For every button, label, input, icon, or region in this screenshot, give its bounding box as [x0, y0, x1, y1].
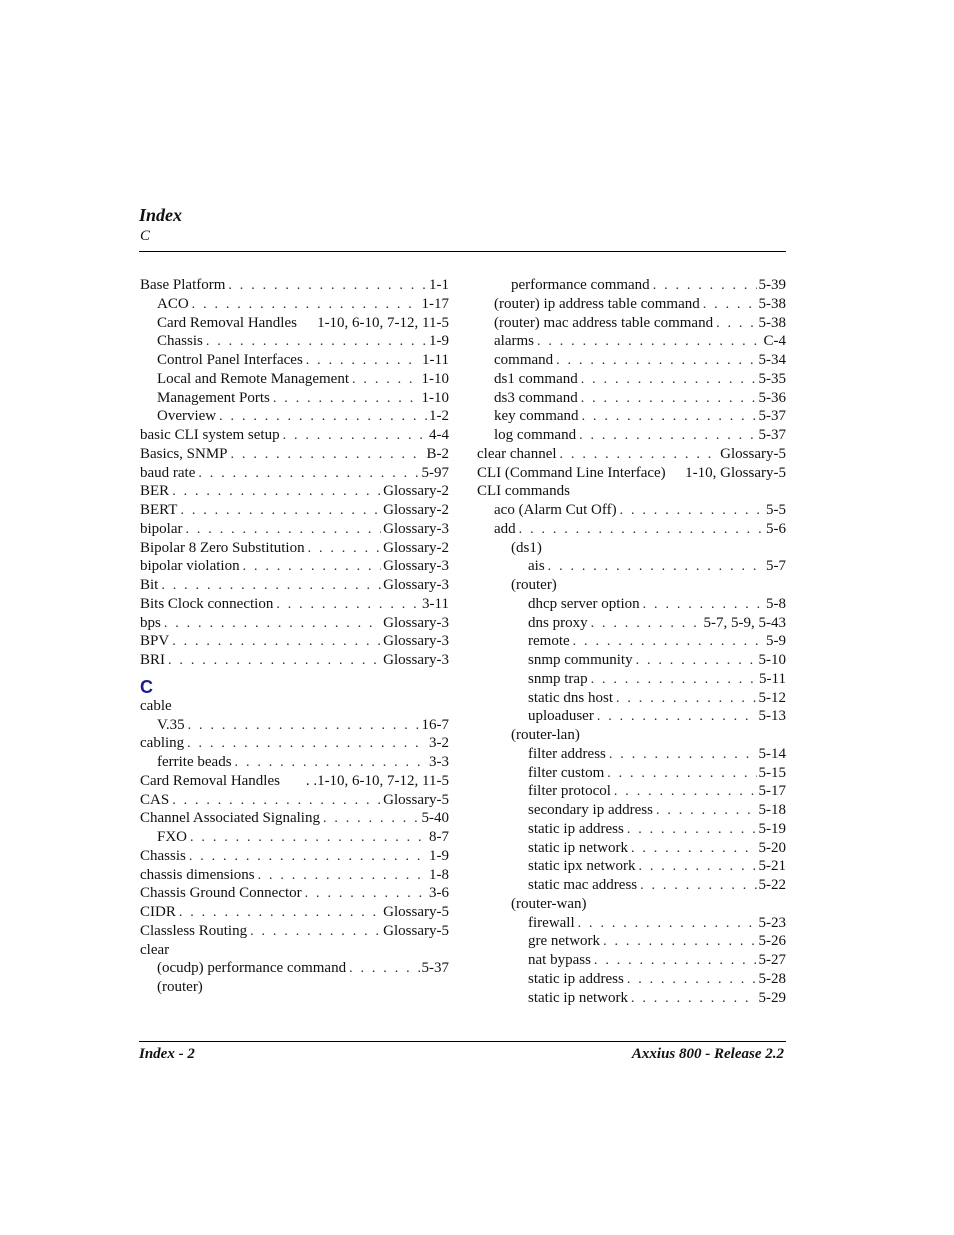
leader-dots: [537, 333, 762, 352]
index-entry: [140, 595, 449, 614]
index-page-refs: Glossary-5: [720, 445, 786, 462]
index-term: Bits Clock connection: [140, 595, 274, 612]
index-term: dns proxy: [528, 614, 588, 631]
index-page-refs: 5-14: [758, 745, 786, 762]
index-term: static mac address: [528, 877, 638, 893]
index-term: firewall: [528, 914, 575, 931]
index-entry: [477, 951, 786, 970]
index-entry: [140, 389, 449, 408]
index-term: FXO: [157, 829, 188, 845]
index-entry: [140, 753, 449, 772]
index-page-refs: 5-21: [758, 858, 786, 875]
index-page-refs: 5-23: [758, 914, 786, 931]
index-page-refs: 5-10: [758, 652, 786, 668]
leader-dots: [186, 521, 382, 540]
footer-page-number: Index - 2: [139, 1046, 195, 1062]
index-term: Classless Routing: [140, 922, 248, 939]
index-term: baud rate: [140, 464, 196, 481]
index-entry: [140, 866, 449, 885]
index-entry: [477, 914, 786, 933]
index-page-refs: 5-37: [758, 427, 786, 443]
leader-dots: [219, 408, 427, 427]
index-entry: [477, 539, 786, 558]
leader-dots: [283, 427, 427, 446]
index-entry: [477, 482, 786, 501]
index-entry: [477, 820, 786, 839]
leader-dots: [631, 840, 757, 859]
index-page-refs: 5-12: [758, 689, 786, 706]
leader-dots: [616, 690, 757, 709]
index-page-refs: 5-39: [758, 277, 786, 293]
index-entry: [477, 332, 786, 351]
index-entry: [477, 370, 786, 389]
index-page-refs: 3-2: [429, 735, 449, 752]
index-term: (router) ip address table command: [494, 295, 700, 312]
index-term: CLI (Command Line Interface): [477, 464, 666, 481]
index-page-refs: 3-3: [429, 754, 449, 770]
leader-dots: [656, 802, 757, 821]
index-entry: [140, 482, 449, 501]
leader-dots: [519, 521, 764, 540]
index-entry: [477, 726, 786, 745]
index-entry: [477, 595, 786, 614]
index-page-refs: 5-5: [766, 502, 786, 518]
index-entry: [140, 922, 449, 941]
index-entry: [140, 828, 449, 847]
index-term: (router): [157, 979, 203, 995]
index-term: basic CLI system setup: [140, 427, 280, 443]
index-term: filter address: [528, 745, 606, 762]
leader-dots: [578, 915, 757, 934]
index-page-refs: 5-17: [758, 783, 786, 800]
index-entry: [140, 314, 449, 333]
index-page-refs: 5-36: [758, 389, 786, 406]
index-term: static ip network: [528, 839, 628, 856]
index-page-refs: 4-4: [429, 427, 449, 443]
leader-dots: [228, 277, 427, 296]
index-entry: [477, 520, 786, 539]
leader-dots: [603, 933, 756, 952]
index-term: BRI: [140, 652, 166, 668]
index-page-refs: 1-1: [429, 277, 449, 293]
index-page-refs: . .1-10, 6-10, 7-12, 11-5: [305, 772, 449, 789]
leader-dots: [636, 652, 757, 671]
index-entry: [477, 314, 786, 333]
index-page-refs: Glossary-3: [383, 558, 449, 575]
leader-dots: [573, 633, 764, 652]
index-entry: [477, 970, 786, 989]
index-term: snmp trap: [528, 670, 588, 687]
index-page-refs: 5-97: [421, 464, 449, 481]
index-page-refs: 5-7, 5-9, 5-43: [703, 614, 786, 631]
index-page-refs: 5-22: [758, 877, 786, 893]
index-page-refs: 16-7: [421, 716, 449, 733]
index-term: clear: [140, 941, 170, 958]
index-page-refs: 1-10: [421, 370, 449, 387]
leader-dots: [243, 558, 382, 577]
index-term: CIDR: [140, 904, 176, 920]
leader-dots: [579, 427, 756, 446]
leader-dots: [190, 829, 427, 848]
leader-dots: [581, 371, 757, 390]
index-entry: [140, 884, 449, 903]
leader-dots: [640, 877, 756, 896]
index-term: (router-wan): [511, 895, 587, 912]
index-page-refs: 5-7: [766, 558, 786, 575]
index-term: performance command: [511, 277, 650, 293]
index-page-refs: 5-26: [758, 933, 786, 950]
index-entry: [477, 632, 786, 651]
index-entry: [140, 959, 449, 978]
index-term: filter custom: [528, 764, 605, 781]
index-entry: [477, 670, 786, 689]
index-term: Card Removal Handles: [140, 772, 280, 789]
index-entry: [477, 295, 786, 314]
index-entry: [140, 903, 449, 922]
index-entry: [140, 501, 449, 520]
index-entry: [477, 764, 786, 783]
leader-dots: [627, 971, 757, 990]
index-entry: [140, 557, 449, 576]
leader-dots: [349, 960, 419, 979]
index-term: static ip address: [528, 820, 624, 837]
leader-dots: [231, 446, 425, 465]
index-entry: [140, 978, 449, 997]
index-entry: [140, 539, 449, 558]
leader-dots: [172, 792, 381, 811]
index-entry: [477, 932, 786, 951]
leader-dots: [180, 502, 381, 521]
index-term: cabling: [140, 735, 185, 752]
index-entry: [477, 651, 786, 670]
index-entry: [477, 689, 786, 708]
leader-dots: [703, 296, 757, 315]
index-page-refs: 5-38: [758, 314, 786, 331]
index-term: CLI commands: [477, 483, 570, 500]
index-term: bipolar violation: [140, 558, 240, 575]
leader-dots: [556, 352, 756, 371]
leader-dots: [189, 848, 427, 867]
index-page-refs: 1-17: [421, 295, 449, 312]
index-term: key command: [494, 408, 579, 425]
index-term: log command: [494, 427, 577, 443]
leader-dots: [614, 783, 757, 802]
index-term: Card Removal Handles: [157, 314, 297, 331]
index-term: Local and Remote Management: [157, 370, 350, 387]
leader-dots: [235, 754, 427, 773]
index-term: chassis dimensions: [140, 866, 255, 883]
index-term: Management Ports: [157, 389, 270, 406]
leader-dots: [581, 390, 757, 409]
index-term: nat bypass: [528, 952, 591, 968]
index-entry: [140, 295, 449, 314]
index-term: BERT: [140, 502, 178, 518]
leader-dots: [627, 821, 757, 840]
index-page-refs: 5-11: [759, 670, 786, 687]
index-page-refs: 5-37: [758, 408, 786, 425]
index-page-refs: 1-10, Glossary-5: [685, 464, 786, 481]
index-page-refs: 5-35: [758, 370, 786, 387]
index-term: cable: [140, 697, 172, 714]
index-entry: [477, 801, 786, 820]
leader-dots: [206, 333, 427, 352]
index-page-refs: 5-18: [758, 802, 786, 818]
leader-dots: [591, 671, 757, 690]
index-entry: [140, 941, 449, 960]
index-page-refs: Glossary-2: [383, 539, 449, 556]
index-term: Overview: [157, 408, 217, 425]
index-page-refs: 5-20: [758, 839, 786, 856]
index-entry: [477, 707, 786, 726]
leader-dots: [323, 810, 420, 829]
index-term: remote: [528, 633, 570, 650]
index-page-refs: Glossary-5: [383, 791, 449, 808]
index-entry: [140, 426, 449, 445]
leader-dots: [161, 577, 381, 596]
leader-dots: [594, 952, 757, 971]
index-entry: [477, 557, 786, 576]
index-page-refs: Glossary-2: [383, 483, 449, 500]
index-entry: [477, 389, 786, 408]
index-entry: [477, 839, 786, 858]
leader-dots: [258, 867, 427, 886]
index-term: Chassis: [140, 847, 186, 864]
footer-document-title: Axxius 800 - Release 2.2: [631, 1046, 784, 1062]
index-term: CAS: [140, 791, 170, 808]
index-term: Base Platform: [140, 277, 226, 293]
index-entry: [140, 614, 449, 633]
leader-dots: [168, 652, 381, 671]
index-page-refs: 5-38: [758, 295, 786, 312]
index-term: (router): [511, 577, 557, 593]
index-entry: [140, 276, 449, 295]
index-entry: [140, 407, 449, 426]
leader-dots: [273, 390, 420, 409]
index-page-refs: B-2: [426, 445, 449, 462]
index-entry: [477, 276, 786, 295]
header-rule: [139, 251, 786, 252]
leader-dots: [187, 735, 427, 754]
index-term: snmp community: [528, 652, 633, 668]
index-term: add: [494, 520, 516, 537]
index-term: aco (Alarm Cut Off): [494, 502, 617, 518]
index-term: (router) mac address table command: [494, 314, 714, 331]
index-page-refs: 5-27: [758, 952, 786, 968]
index-page-refs: 1-10: [421, 389, 449, 406]
index-page-refs: 5-19: [758, 820, 786, 837]
index-page-refs: Glossary-5: [383, 904, 449, 920]
index-term: Bipolar 8 Zero Substitution: [140, 539, 305, 556]
index-term: Control Panel Interfaces: [157, 352, 303, 368]
index-term: gre network: [528, 933, 601, 950]
index-page-refs: 1-8: [429, 866, 449, 883]
index-term: (ocudp) performance command: [157, 960, 347, 977]
section-letter-header: C: [140, 228, 151, 244]
index-entry: [140, 520, 449, 539]
index-entry: [477, 407, 786, 426]
index-page-refs: 5-37: [421, 960, 449, 977]
index-page-refs: 5-34: [758, 352, 786, 368]
index-term: (router-lan): [511, 727, 580, 743]
index-term: static dns host: [528, 689, 613, 706]
index-entry: [477, 445, 786, 464]
index-page-refs: 5-28: [758, 970, 786, 987]
index-term: ferrite beads: [157, 754, 232, 770]
index-page-refs: 3-6: [429, 885, 449, 902]
index-term: Chassis: [157, 333, 203, 350]
leader-dots: [352, 371, 419, 390]
index-entry: [140, 632, 449, 651]
index-term: static ip network: [528, 989, 628, 1006]
index-page-refs: Glossary-3: [383, 577, 449, 593]
index-page-refs: 1-11: [422, 352, 449, 368]
index-letter-heading: C: [140, 676, 153, 697]
index-entry: [140, 332, 449, 351]
index-column-left: [140, 276, 449, 997]
index-entry: [140, 576, 449, 595]
index-term: static ip address: [528, 970, 624, 987]
index-entry: [140, 716, 449, 735]
index-entry: [140, 445, 449, 464]
index-term: (ds1): [511, 539, 542, 556]
leader-dots: [192, 296, 420, 315]
leader-dots: [609, 746, 757, 765]
page-title: Index: [139, 205, 183, 225]
index-term: BER: [140, 483, 170, 500]
index-term: Basics, SNMP: [140, 445, 228, 462]
index-term: clear channel: [477, 445, 557, 462]
index-page-refs: Glossary-3: [383, 520, 449, 537]
leader-dots: [305, 885, 427, 904]
index-page-refs: 5-8: [766, 595, 786, 612]
leader-dots: [164, 615, 381, 634]
leader-dots: [188, 717, 420, 736]
index-entry: [477, 876, 786, 895]
leader-dots: [620, 502, 764, 521]
leader-dots: [607, 765, 756, 784]
index-term: ais: [528, 558, 545, 575]
leader-dots: [172, 633, 381, 652]
index-entry: [140, 651, 449, 670]
leader-dots: [591, 615, 702, 634]
leader-dots: [308, 540, 382, 559]
index-page-refs: 3-11: [422, 595, 449, 612]
index-entry: [477, 745, 786, 764]
index-entry: [140, 791, 449, 810]
leader-dots: [560, 446, 719, 465]
index-entry: [140, 772, 449, 791]
index-term: secondary ip address: [528, 802, 653, 818]
index-term: static ipx network: [528, 858, 636, 875]
index-page-refs: 5-15: [758, 764, 786, 781]
leader-dots: [198, 465, 419, 484]
index-entry: [140, 351, 449, 370]
index-term: dhcp server option: [528, 595, 640, 612]
index-term: V.35: [157, 716, 185, 733]
index-term: Bit: [140, 577, 159, 593]
index-page-refs: Glossary-3: [383, 614, 449, 631]
leader-dots: [653, 277, 757, 296]
index-page-refs: Glossary-5: [383, 922, 449, 939]
index-term: Chassis Ground Connector: [140, 885, 302, 902]
index-page-refs: 5-6: [766, 520, 786, 537]
index-page-refs: 8-7: [429, 829, 449, 845]
index-term: command: [494, 352, 554, 368]
leader-dots: [306, 352, 420, 371]
index-entry: [477, 426, 786, 445]
index-page-refs: 5-9: [766, 633, 786, 650]
leader-dots: [172, 483, 381, 502]
leader-dots: [597, 708, 757, 727]
index-entry: [477, 351, 786, 370]
leader-dots: [638, 858, 756, 877]
index-page-refs: 1-9: [429, 333, 449, 350]
leader-dots: [716, 315, 756, 334]
index-term: filter protocol: [528, 783, 611, 800]
index-term: alarms: [494, 333, 534, 350]
index-entry: [477, 857, 786, 876]
index-page-refs: 1-10, 6-10, 7-12, 11-5: [317, 314, 449, 331]
index-entry: [477, 501, 786, 520]
leader-dots: [276, 596, 420, 615]
index-term: bipolar: [140, 520, 183, 537]
index-entry: [140, 370, 449, 389]
index-page-refs: 1-9: [429, 847, 449, 864]
index-entry: [140, 847, 449, 866]
index-term: ds3 command: [494, 389, 578, 406]
index-entry: [477, 895, 786, 914]
index-entry: [140, 697, 449, 716]
index-page-refs: 5-40: [421, 810, 449, 827]
index-entry: [140, 734, 449, 753]
index-page-refs: Glossary-2: [383, 502, 449, 518]
index-term: uploaduser: [528, 708, 594, 725]
index-entry: [140, 809, 449, 828]
leader-dots: [631, 990, 757, 1009]
index-page-refs: 1-2: [429, 408, 449, 425]
index-entry: [477, 614, 786, 633]
index-entry: [477, 782, 786, 801]
index-page-refs: Glossary-3: [383, 652, 449, 668]
leader-dots: [250, 923, 381, 942]
index-term: ACO: [157, 295, 189, 312]
index-column-right: [477, 276, 786, 1007]
leader-dots: [582, 408, 757, 427]
leader-dots: [179, 904, 381, 923]
index-page-refs: Glossary-3: [383, 633, 449, 650]
leader-dots: [643, 596, 764, 615]
leader-dots: [548, 558, 764, 577]
index-term: BPV: [140, 633, 170, 650]
index-entry: [477, 464, 786, 483]
footer-rule: [139, 1041, 786, 1042]
index-entry: [477, 989, 786, 1008]
index-entry: [140, 464, 449, 483]
index-term: Channel Associated Signaling: [140, 810, 320, 827]
index-page-refs: 5-29: [758, 989, 786, 1006]
index-entry: [477, 576, 786, 595]
index-page-refs: 5-13: [758, 708, 786, 725]
index-page-refs: C-4: [763, 333, 786, 350]
index-term: ds1 command: [494, 370, 578, 387]
index-term: bps: [140, 614, 161, 631]
